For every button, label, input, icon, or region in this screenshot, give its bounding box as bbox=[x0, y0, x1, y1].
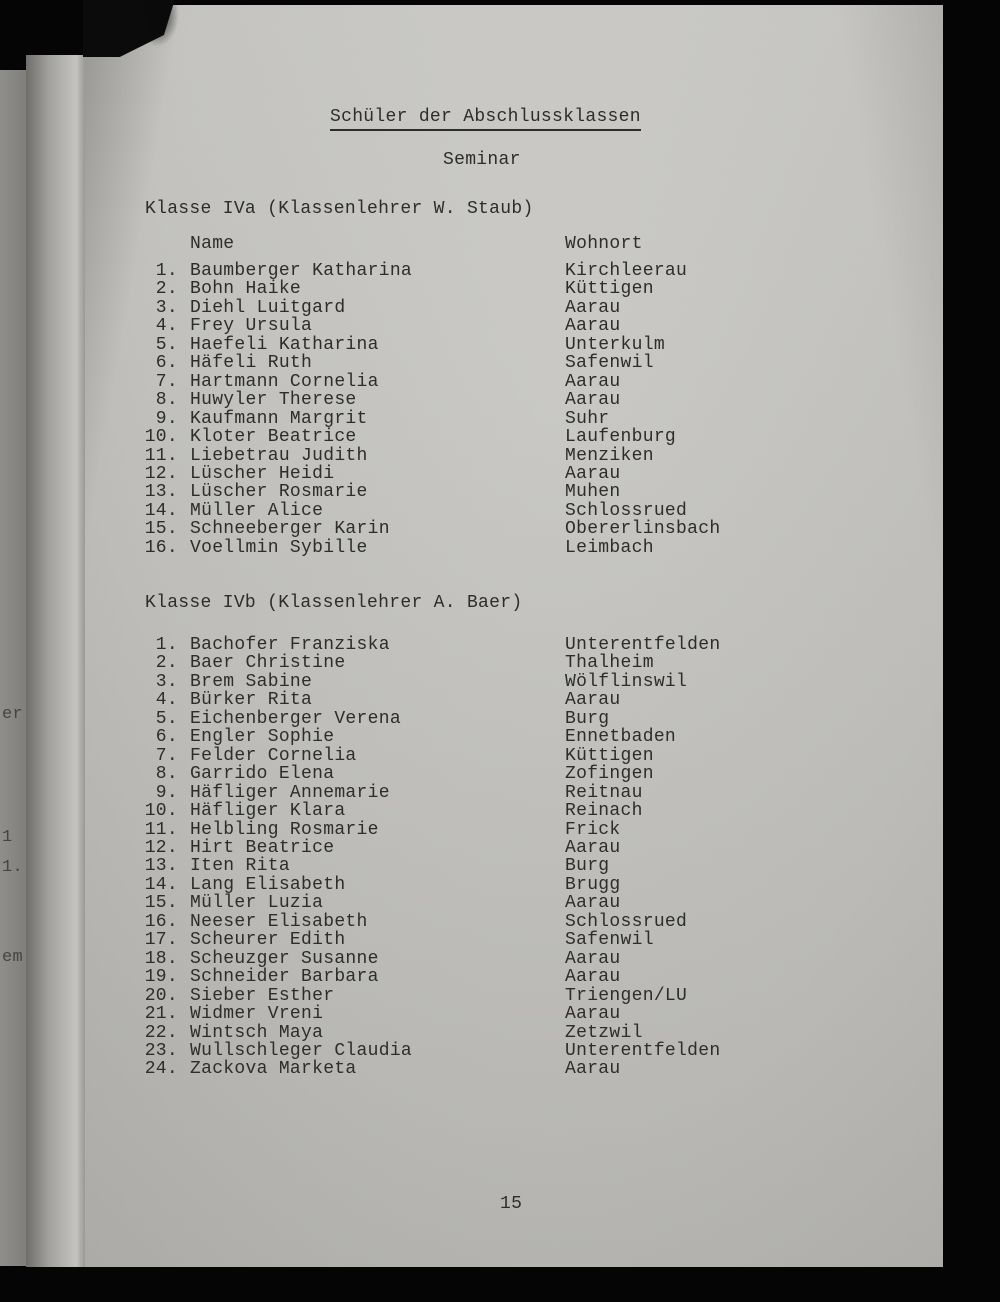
student-row bbox=[85, 502, 923, 520]
student-number: 20. bbox=[144, 985, 178, 1006]
student-number: 15. bbox=[144, 893, 178, 914]
page-subtitle: Seminar bbox=[443, 150, 521, 170]
student-number: 13. bbox=[144, 482, 178, 503]
student-name: Bohn Haike bbox=[190, 279, 302, 300]
student-row bbox=[85, 691, 923, 709]
student-row bbox=[85, 728, 923, 746]
student-row bbox=[85, 913, 923, 931]
student-wohnort: Safenwil bbox=[565, 353, 654, 374]
student-number: 22. bbox=[144, 1022, 178, 1043]
student-wohnort: Aarau bbox=[565, 390, 621, 411]
scan-smudge bbox=[143, 1, 179, 47]
student-name: Häfeli Ruth bbox=[190, 353, 313, 374]
student-number: 9. bbox=[155, 782, 178, 803]
student-row bbox=[85, 765, 923, 783]
student-number: 10. bbox=[144, 801, 178, 822]
student-name: Müller Alice bbox=[190, 500, 324, 521]
student-name: Kloter Beatrice bbox=[190, 427, 357, 448]
student-wohnort: Suhr bbox=[565, 408, 610, 429]
student-row bbox=[85, 839, 923, 857]
student-name: Lüscher Rosmarie bbox=[190, 482, 368, 503]
student-number: 11. bbox=[144, 445, 178, 466]
page-title: Schüler der Abschlussklassen bbox=[330, 108, 641, 131]
student-wohnort: Safenwil bbox=[565, 930, 654, 951]
student-number: 1. bbox=[155, 635, 178, 655]
student-name: Bachofer Franziska bbox=[190, 635, 390, 655]
student-wohnort: Frick bbox=[565, 819, 621, 840]
student-row bbox=[85, 1005, 923, 1023]
student-row bbox=[85, 968, 923, 986]
student-name: Schneider Barbara bbox=[190, 967, 379, 988]
student-wohnort: Muhen bbox=[565, 482, 621, 503]
student-wohnort: Burg bbox=[565, 708, 610, 729]
student-wohnort: Aarau bbox=[565, 1004, 621, 1025]
student-row bbox=[85, 539, 923, 557]
student-row bbox=[85, 931, 923, 949]
student-name: Scheurer Edith bbox=[190, 930, 346, 951]
student-number: 14. bbox=[144, 500, 178, 521]
student-row bbox=[85, 821, 923, 839]
student-wohnort: Aarau bbox=[565, 690, 621, 711]
student-wohnort: Küttigen bbox=[565, 745, 654, 766]
student-row bbox=[85, 299, 923, 317]
student-row bbox=[85, 410, 923, 428]
student-wohnort: Aarau bbox=[565, 463, 621, 484]
student-wohnort: Laufenburg bbox=[565, 427, 677, 448]
student-number: 13. bbox=[144, 856, 178, 877]
student-name: Neeser Elisabeth bbox=[190, 911, 368, 932]
student-wohnort: Unterentfelden bbox=[565, 1040, 721, 1061]
student-wohnort: Unterentfelden bbox=[565, 635, 721, 655]
student-wohnort: Reitnau bbox=[565, 782, 643, 803]
section-heading-klasse-ivb: Klasse IVb (Klassenlehrer A. Baer) bbox=[145, 593, 523, 613]
student-name: Zackova Marketa bbox=[190, 1059, 357, 1080]
student-wohnort: Ennetbaden bbox=[565, 727, 677, 748]
student-name: Wintsch Maya bbox=[190, 1022, 324, 1043]
student-name: Voellmin Sybille bbox=[190, 537, 368, 558]
student-name: Scheuzger Susanne bbox=[190, 948, 379, 969]
student-row bbox=[85, 784, 923, 802]
student-row bbox=[85, 317, 923, 335]
student-row bbox=[85, 1024, 923, 1042]
student-row bbox=[85, 428, 923, 446]
edge-text-fragment: em bbox=[2, 948, 24, 967]
student-number: 12. bbox=[144, 837, 178, 858]
student-row bbox=[85, 857, 923, 875]
student-number: 16. bbox=[144, 911, 178, 932]
student-wohnort: Menziken bbox=[565, 445, 654, 466]
student-wohnort: Unterkulm bbox=[565, 334, 665, 355]
student-name: Hirt Beatrice bbox=[190, 837, 335, 858]
student-name: Haefeli Katharina bbox=[190, 334, 379, 355]
student-wohnort: Küttigen bbox=[565, 279, 654, 300]
student-row bbox=[85, 894, 923, 912]
student-row bbox=[85, 802, 923, 820]
student-row bbox=[85, 654, 923, 672]
student-row bbox=[85, 391, 923, 409]
student-wohnort: Aarau bbox=[565, 316, 621, 337]
student-name: Schneeberger Karin bbox=[190, 519, 390, 540]
student-number: 8. bbox=[155, 390, 178, 411]
student-number: 15. bbox=[144, 519, 178, 540]
column-header-wohnort: Wohnort bbox=[565, 234, 643, 254]
student-name: Wullschleger Claudia bbox=[190, 1040, 413, 1061]
student-name: Sieber Esther bbox=[190, 985, 335, 1006]
student-number: 6. bbox=[155, 353, 178, 374]
student-row bbox=[85, 1060, 923, 1078]
student-name: Frey Ursula bbox=[190, 316, 313, 337]
student-wohnort: Kirchleerau bbox=[565, 261, 688, 281]
student-list-klasse-ivb bbox=[85, 636, 923, 1079]
student-row bbox=[85, 447, 923, 465]
student-number: 10. bbox=[144, 427, 178, 448]
student-row bbox=[85, 280, 923, 298]
student-row bbox=[85, 710, 923, 728]
student-wohnort: Aarau bbox=[565, 297, 621, 318]
student-row bbox=[85, 465, 923, 483]
student-name: Felder Cornelia bbox=[190, 745, 357, 766]
student-row bbox=[85, 483, 923, 501]
student-row bbox=[85, 1042, 923, 1060]
student-number: 21. bbox=[144, 1004, 178, 1025]
student-wohnort: Leimbach bbox=[565, 537, 654, 558]
student-number: 4. bbox=[155, 316, 178, 337]
student-wohnort: Obererlinsbach bbox=[565, 519, 721, 540]
student-wohnort: Triengen/LU bbox=[565, 985, 688, 1006]
student-row bbox=[85, 520, 923, 538]
student-name: Diehl Luitgard bbox=[190, 297, 346, 318]
student-name: Garrido Elena bbox=[190, 764, 335, 785]
edge-text-fragment: er bbox=[2, 705, 24, 724]
student-number: 9. bbox=[155, 408, 178, 429]
student-wohnort: Schlossrued bbox=[565, 911, 688, 932]
student-wohnort: Reinach bbox=[565, 801, 643, 822]
student-name: Bürker Rita bbox=[190, 690, 313, 711]
student-name: Baer Christine bbox=[190, 653, 346, 674]
student-number: 16. bbox=[144, 537, 178, 558]
student-number: 14. bbox=[144, 874, 178, 895]
student-name: Kaufmann Margrit bbox=[190, 408, 368, 429]
student-number: 5. bbox=[155, 334, 178, 355]
student-row bbox=[85, 950, 923, 968]
student-name: Müller Luzia bbox=[190, 893, 324, 914]
student-wohnort: Aarau bbox=[565, 967, 621, 988]
student-row bbox=[85, 354, 923, 372]
student-number: 8. bbox=[155, 764, 178, 785]
underlying-page-edge bbox=[0, 70, 26, 1266]
student-number: 23. bbox=[144, 1040, 178, 1061]
student-number: 6. bbox=[155, 727, 178, 748]
edge-text-fragment: 1. bbox=[2, 858, 24, 877]
student-row bbox=[85, 876, 923, 894]
student-name: Lang Elisabeth bbox=[190, 874, 346, 895]
student-number: 3. bbox=[155, 671, 178, 692]
edge-text-fragment: 1 bbox=[2, 828, 13, 847]
student-number: 7. bbox=[155, 745, 178, 766]
student-row bbox=[85, 636, 923, 654]
facing-page-edge bbox=[26, 55, 85, 1267]
student-name: Huwyler Therese bbox=[190, 390, 357, 411]
student-name: Liebetrau Judith bbox=[190, 445, 368, 466]
student-wohnort: Aarau bbox=[565, 1059, 621, 1080]
student-row bbox=[85, 373, 923, 391]
student-name: Häfliger Klara bbox=[190, 801, 346, 822]
student-number: 2. bbox=[155, 279, 178, 300]
student-wohnort: Aarau bbox=[565, 893, 621, 914]
student-row bbox=[85, 262, 923, 280]
student-wohnort: Zofingen bbox=[565, 764, 654, 785]
section-heading-klasse-iva: Klasse IVa (Klassenlehrer W. Staub) bbox=[145, 199, 534, 219]
student-number: 19. bbox=[144, 967, 178, 988]
student-number: 1. bbox=[155, 261, 178, 281]
student-number: 24. bbox=[144, 1059, 178, 1080]
student-name: Brem Sabine bbox=[190, 671, 313, 692]
student-number: 5. bbox=[155, 708, 178, 729]
page-number: 15 bbox=[500, 1194, 523, 1214]
student-row bbox=[85, 747, 923, 765]
student-name: Hartmann Cornelia bbox=[190, 371, 379, 392]
student-number: 2. bbox=[155, 653, 178, 674]
student-name: Baumberger Katharina bbox=[190, 261, 413, 281]
student-wohnort: Zetzwil bbox=[565, 1022, 643, 1043]
student-wohnort: Aarau bbox=[565, 371, 621, 392]
student-name: Lüscher Heidi bbox=[190, 463, 335, 484]
student-wohnort: Brugg bbox=[565, 874, 621, 895]
student-number: 7. bbox=[155, 371, 178, 392]
student-number: 3. bbox=[155, 297, 178, 318]
student-name: Häfliger Annemarie bbox=[190, 782, 390, 803]
student-wohnort: Wölflinswil bbox=[565, 671, 688, 692]
student-wohnort: Schlossrued bbox=[565, 500, 688, 521]
student-number: 11. bbox=[144, 819, 178, 840]
student-number: 18. bbox=[144, 948, 178, 969]
student-row bbox=[85, 987, 923, 1005]
document-page bbox=[85, 5, 943, 1267]
student-wohnort: Aarau bbox=[565, 837, 621, 858]
student-number: 4. bbox=[155, 690, 178, 711]
student-wohnort: Aarau bbox=[565, 948, 621, 969]
student-number: 17. bbox=[144, 930, 178, 951]
student-number: 12. bbox=[144, 463, 178, 484]
column-header-name: Name bbox=[190, 234, 235, 254]
student-name: Eichenberger Verena bbox=[190, 708, 401, 729]
student-row bbox=[85, 336, 923, 354]
student-wohnort: Thalheim bbox=[565, 653, 654, 674]
student-wohnort: Burg bbox=[565, 856, 610, 877]
student-name: Helbling Rosmarie bbox=[190, 819, 379, 840]
student-row bbox=[85, 673, 923, 691]
student-list-klasse-iva bbox=[85, 262, 923, 557]
student-name: Iten Rita bbox=[190, 856, 290, 877]
student-name: Widmer Vreni bbox=[190, 1004, 324, 1025]
student-name: Engler Sophie bbox=[190, 727, 335, 748]
